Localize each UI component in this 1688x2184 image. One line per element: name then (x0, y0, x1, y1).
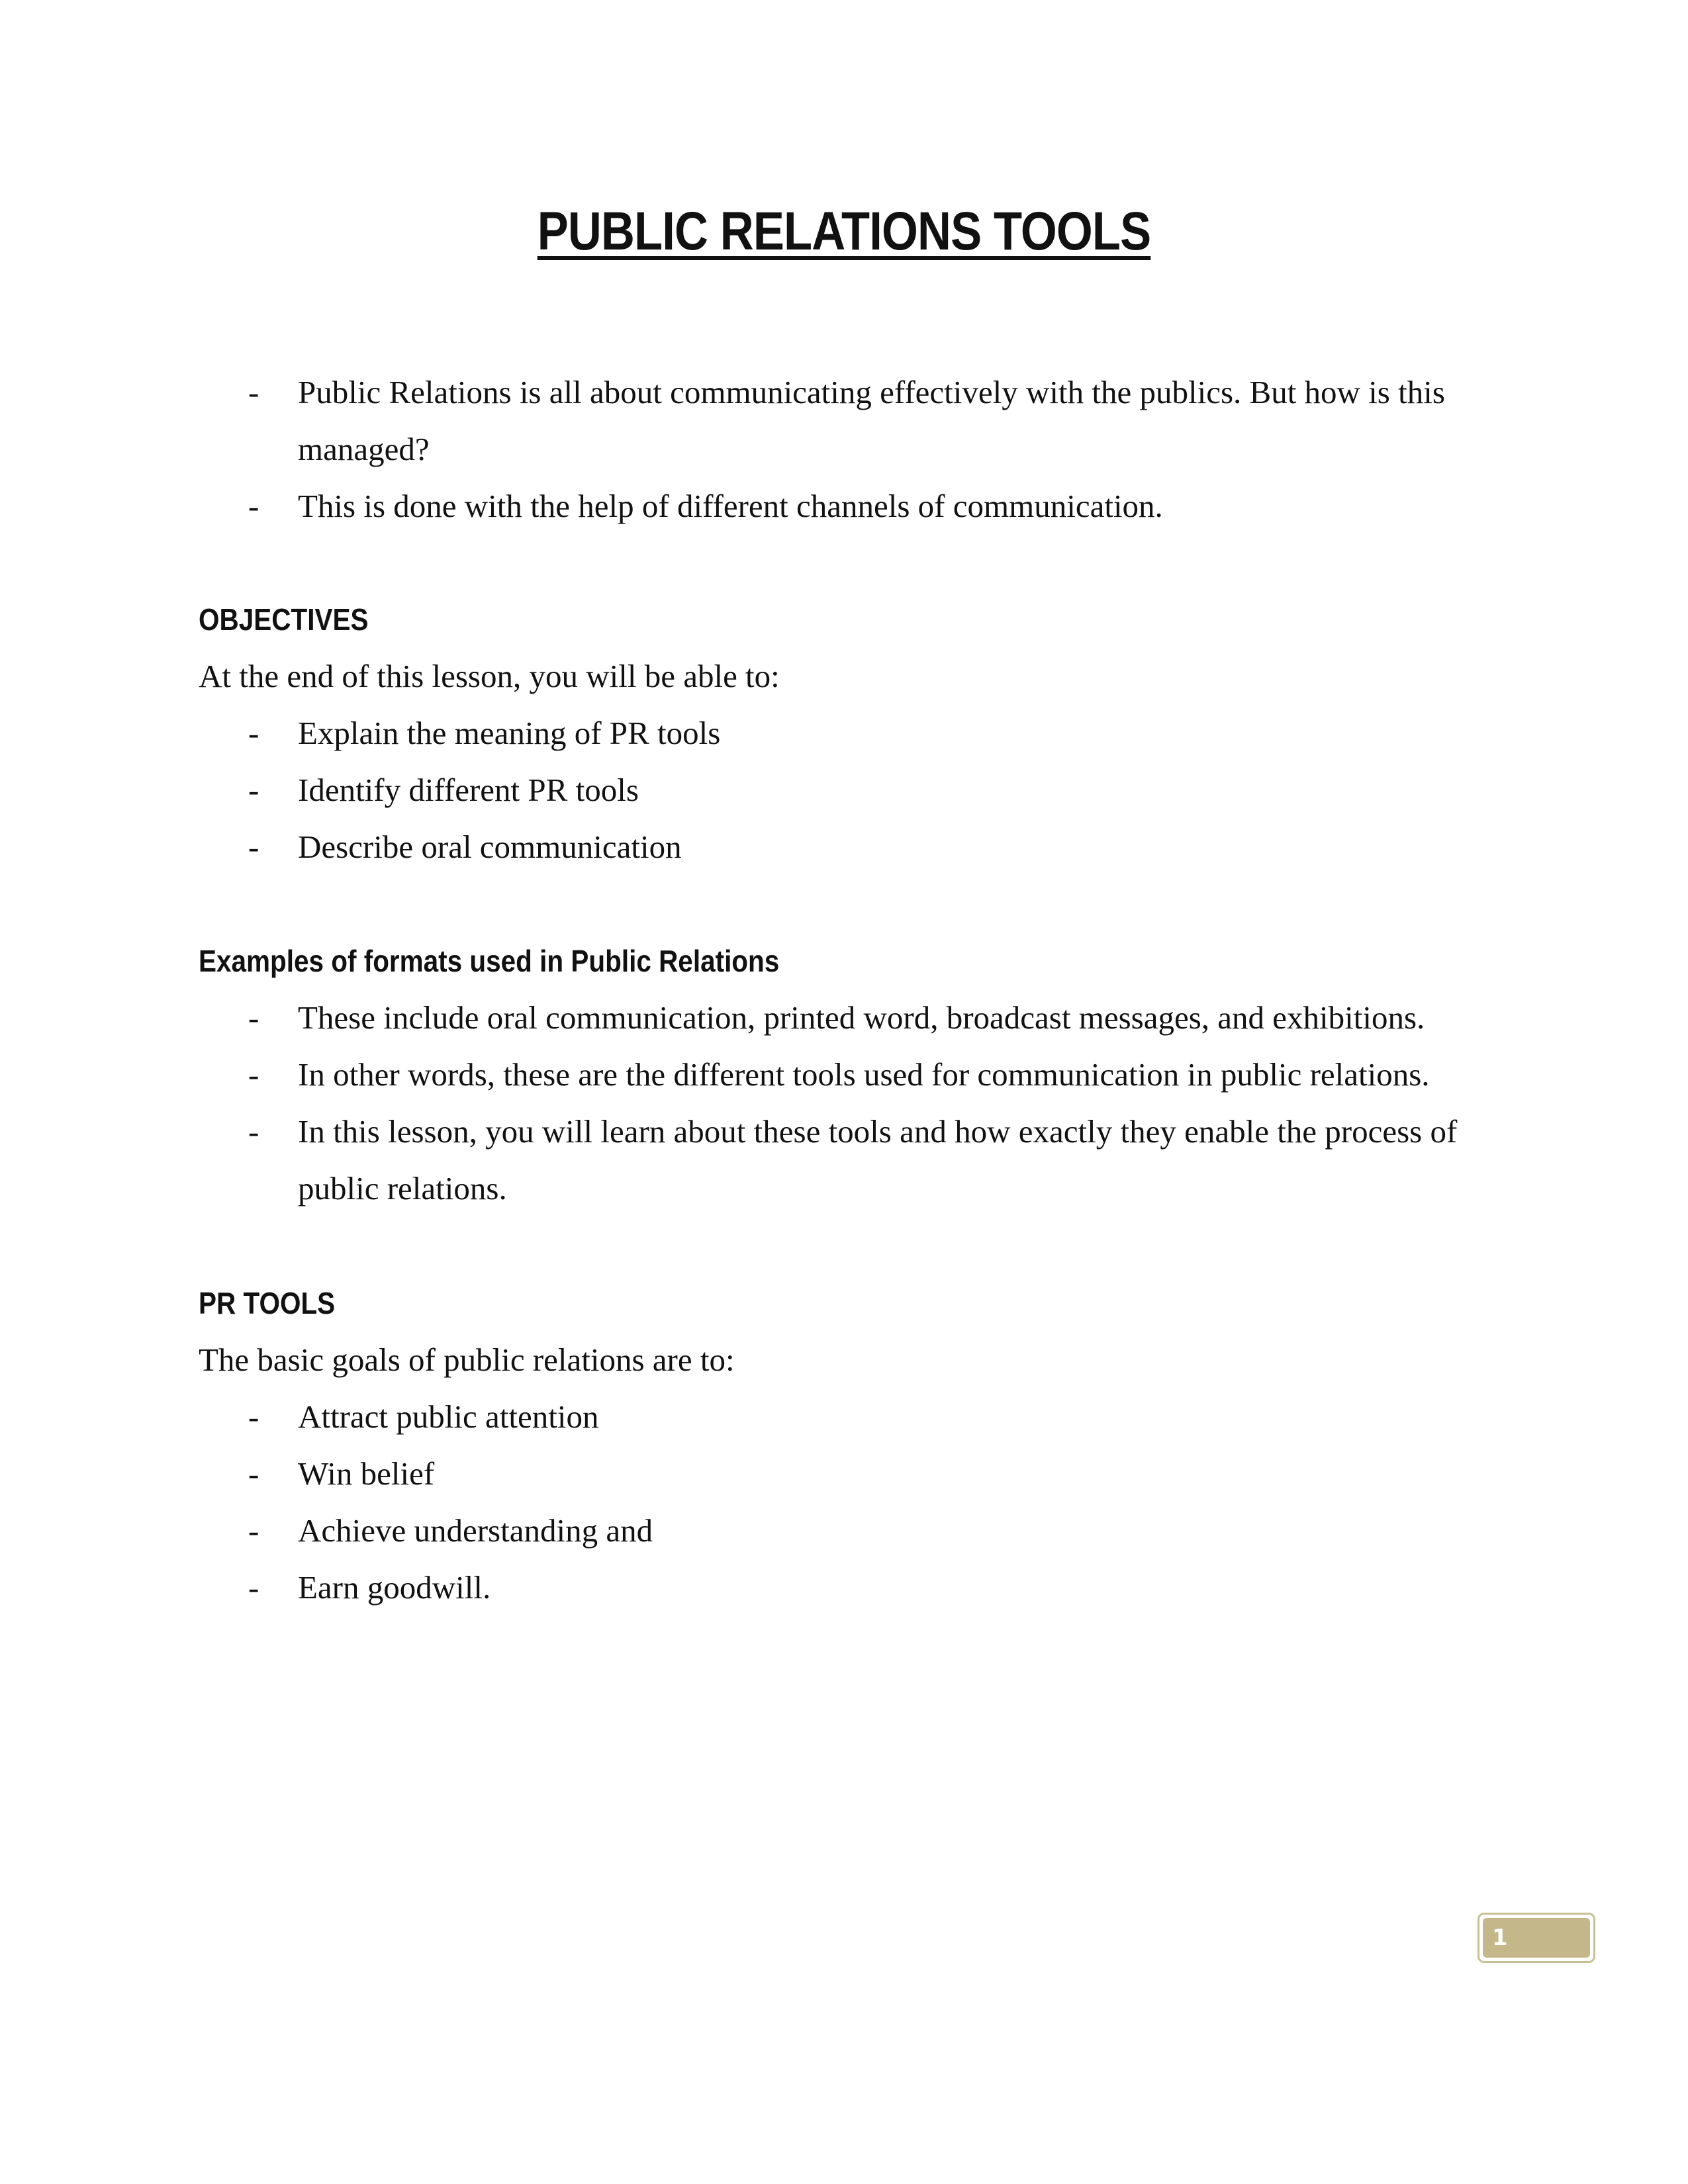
intro-section (199, 364, 1496, 535)
list-item: - In this lesson, you will learn about these tools and how exactly they enable the process of public relations. (248, 1113, 1458, 1206)
examples-section (199, 933, 1496, 1217)
list-item: - These include oral communication, printed word, broadcast messages, and exhibitions. (248, 999, 1425, 1036)
list-item: - Public Relations is all about communicating effectively with the publics. But how is this managed? (248, 374, 1445, 467)
objectives-lead: At the end of this lesson, you will be able to: (199, 658, 780, 694)
pr-tools-heading: PR TOOLS (199, 1286, 336, 1320)
examples-list (199, 989, 1496, 1217)
intro-list (199, 364, 1496, 535)
objectives-heading: OBJECTIVES (199, 602, 369, 637)
list-item: - This is done with the help of different channels of communication. (248, 488, 1163, 524)
objectives-list (199, 705, 1496, 876)
pr-tools-lead: The basic goals of public relations are to: (199, 1342, 735, 1378)
list-item: - Achieve understanding and (248, 1512, 653, 1549)
page-title: PUBLIC RELATIONS TOOLS (537, 201, 1151, 261)
list-item: - Describe oral communication (248, 829, 682, 865)
list-item: - In other words, these are the different tools used for communication in public relations. (248, 1056, 1430, 1093)
examples-heading: Examples of formats used in Public Relations (199, 944, 780, 978)
page-number-badge (1477, 1913, 1595, 1963)
pr-tools-section (199, 1275, 1496, 1616)
list-item: - Explain the meaning of PR tools (248, 715, 721, 751)
page-number: 1 (1483, 1918, 1590, 1958)
list-item: - Win belief (248, 1455, 435, 1492)
objectives-section (199, 591, 1496, 876)
pr-tools-list (199, 1388, 1496, 1616)
list-item: - Attract public attention (248, 1398, 599, 1435)
list-item: - Earn goodwill. (248, 1569, 491, 1606)
list-item: - Identify different PR tools (248, 772, 639, 808)
